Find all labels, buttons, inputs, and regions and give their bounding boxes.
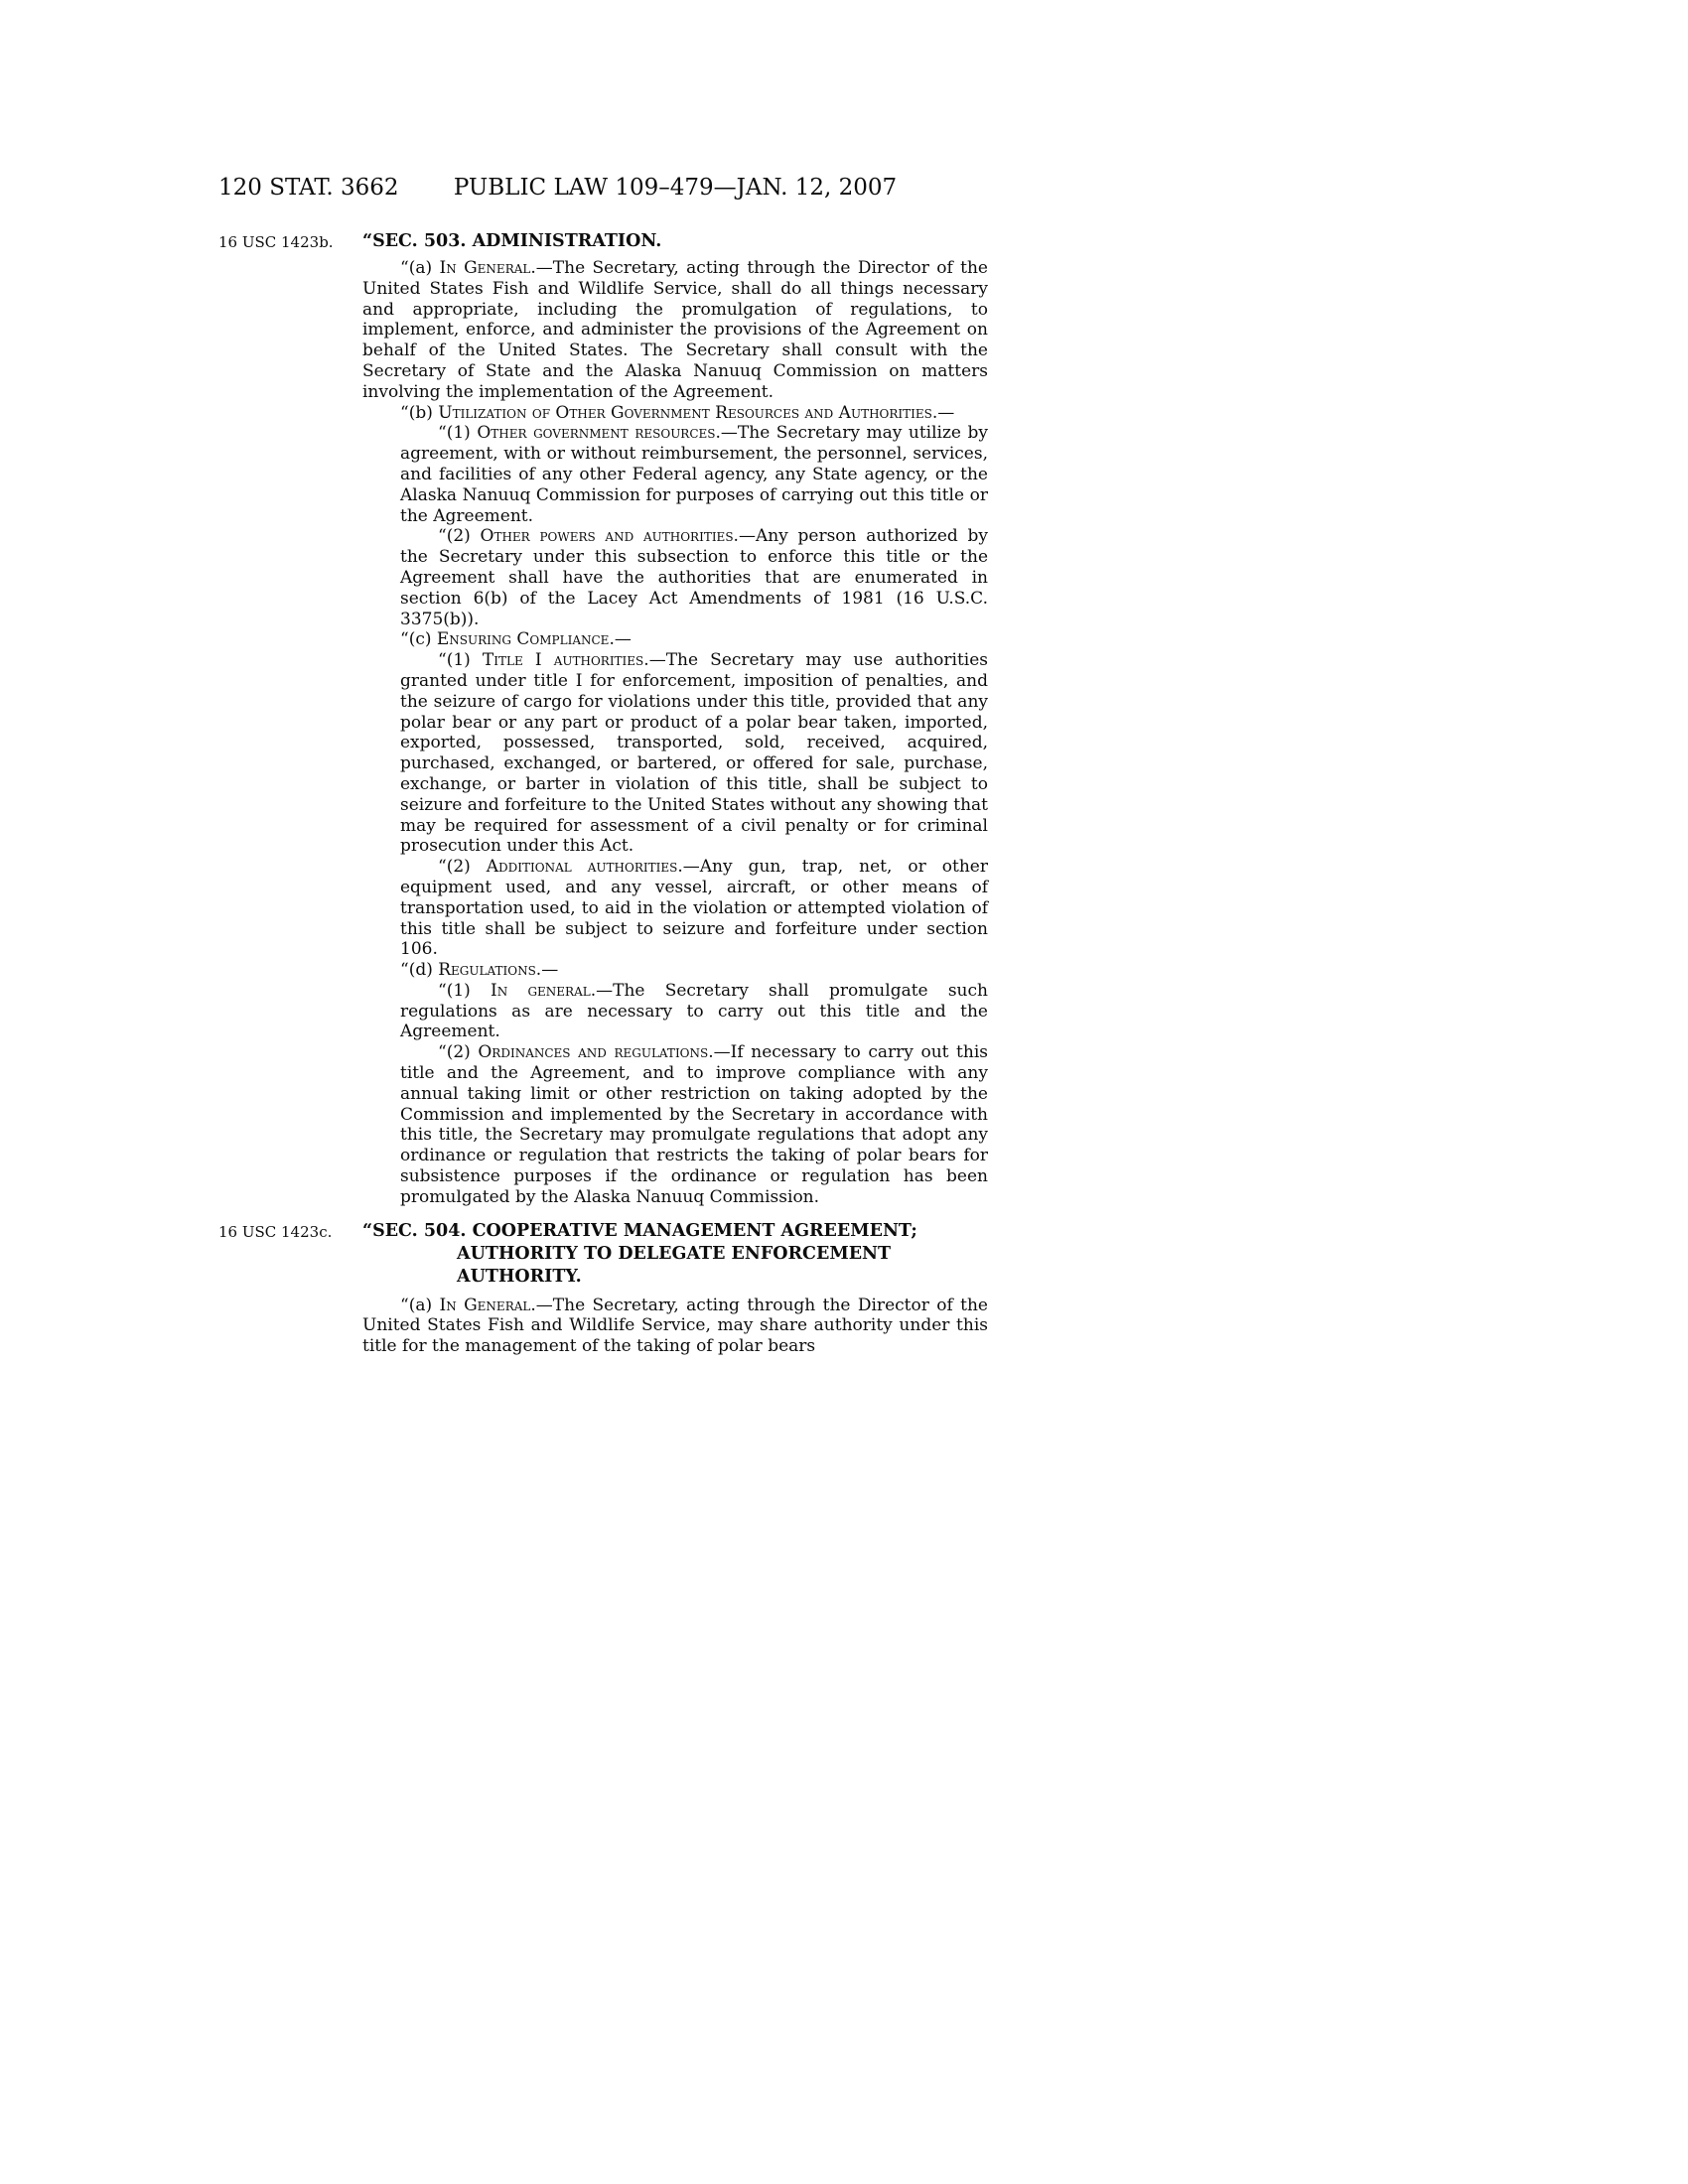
paragraph-503-d2 — [400, 1042, 988, 1207]
paragraph-503-c2 — [400, 857, 988, 960]
para-body-text: .—If necessary to carry out this title and the Agreement, and to improve compliance with any annual taking limit or other restriction on taking adopted by the Commission and implemented by the Secretary in accordance with this title, the Secretary may promulgate regulations that adopt any ordinance or regulation that restricts the taking of polar bears for subsistence purposes if the ordinance or regulation has been promulgated by the Alaska Nanuuq Commission. — [400, 1042, 988, 1207]
paragraph-503-c1 — [400, 650, 988, 857]
para-prefix: “(a) — [400, 1295, 440, 1315]
page-header — [218, 175, 988, 206]
margin-note-column — [218, 1220, 362, 1242]
para-smallcaps-heading: In general — [491, 980, 591, 1001]
page-content — [218, 175, 988, 1357]
para-prefix: “(2) — [438, 526, 481, 547]
para-body-text: .—Any gun, trap, net, or other equipment used, and any vessel, aircraft, or other means of transportation used, to aid in the violation or attempted violation of this title shall be subject to seizure and forfeiture under section 106. — [400, 857, 988, 960]
para-body-text: .—The Secretary shall promulgate such regulations as are necessary to carry out this title and the Agreement. — [400, 980, 988, 1042]
para-prefix: “(a) — [400, 258, 440, 278]
para-body-text: .—The Secretary, acting through the Director of the United States Fish and Wildlife Service, may share authority under this title for the management of the taking of polar bears — [362, 1295, 988, 1357]
text-column — [362, 1220, 988, 1357]
para-body-text: .— — [931, 402, 955, 423]
section-504 — [218, 1220, 988, 1357]
para-prefix: “(1) — [438, 650, 483, 671]
paragraph-504-a — [362, 1296, 988, 1357]
section-503 — [218, 230, 988, 1208]
paragraph-503-d — [362, 960, 988, 981]
paragraph-503-b2 — [400, 526, 988, 629]
paragraph-503-a — [362, 258, 988, 403]
para-body-text: .— — [609, 629, 632, 650]
stat-page-number: 120 STAT. 3662 — [218, 175, 399, 201]
paragraph-503-b — [362, 403, 988, 424]
para-prefix: “(1) — [438, 423, 478, 444]
para-smallcaps-heading: Other powers and authorities — [480, 526, 734, 547]
para-prefix: “(b) — [400, 402, 439, 423]
para-body-text: .—The Secretary may use authorities granted under title I for enforcement, imposition of penalties, and the seizure of cargo for violations under this title, provided that any polar bear or any part or product of a polar bear taken, imported, exported, possessed, transported, sold, received, acquired, purchased, exchanged, or bartered, or offered for sale, purchase, exchange, or barter in violation of this title, shall be subject to seizure and forfeiture to the United States without any showing that may be required for assessment of a civil penalty or for criminal prosecution under this Act. — [400, 650, 988, 857]
usc-margin-note-504: 16 USC 1423c. — [218, 1222, 333, 1241]
para-smallcaps-heading: Other government resources — [477, 423, 716, 444]
margin-note-column — [218, 230, 362, 252]
para-body-text: .— — [535, 960, 559, 981]
paragraph-503-d1 — [400, 981, 988, 1042]
para-smallcaps-heading: Additional authorities — [486, 857, 678, 878]
para-smallcaps-heading: In General — [439, 258, 531, 278]
para-body-text: .—Any person authorized by the Secretary under this subsection to enforce this title or the Agreement shall have the authorities that are enumerated in section 6(b) of the Lacey Act Amendments of 1981 (16 U.S.C. 3375(b)). — [400, 526, 988, 629]
para-smallcaps-heading: Utilization of Other Government Resources and Authorities — [438, 402, 932, 423]
section-heading-503: “SEC. 503. ADMINISTRATION. — [362, 231, 662, 251]
para-prefix: “(c) — [400, 629, 437, 650]
para-body-text: .—The Secretary may utilize by agreement, with or without reimbursement, the personnel, services, and facilities of any other Federal agency, any State agency, or the Alaska Nanuuq Commission for purposes of carrying out this title or the Agreement. — [400, 423, 989, 526]
para-smallcaps-heading: Ensuring Compliance — [436, 629, 610, 650]
para-prefix: “(1) — [438, 980, 491, 1001]
section-heading-504: “SEC. 504. COOPERATIVE MANAGEMENT AGREEMENT; AUTHORITY TO DELEGATE ENFORCEMENT AUTHORITY. — [362, 1220, 917, 1287]
para-body-text: .—The Secretary, acting through the Director of the United States Fish and Wildlife Service, shall do all things necessary and appropriate, including the promulgation of regulations, to implement, enforce, and administer the provisions of the Agreement on behalf of the United States. The Secretary shall consult with the Secretary of State and the Alaska Nanuuq Commission on matters involving the implementation of the Agreement. — [362, 258, 988, 402]
paragraph-503-b1 — [400, 423, 988, 526]
paragraph-503-c — [362, 629, 988, 650]
para-prefix: “(d) — [400, 960, 439, 981]
public-law-header: PUBLIC LAW 109–479—JAN. 12, 2007 — [453, 175, 898, 201]
para-smallcaps-heading: Title I authorities — [482, 650, 644, 671]
para-prefix: “(2) — [438, 857, 487, 878]
para-smallcaps-heading: Ordinances and regulations — [478, 1042, 709, 1063]
para-smallcaps-heading: In General — [439, 1295, 531, 1315]
para-prefix: “(2) — [438, 1042, 479, 1063]
text-column — [362, 230, 988, 1208]
usc-margin-note-503: 16 USC 1423b. — [218, 233, 334, 251]
para-smallcaps-heading: Regulations — [438, 960, 536, 981]
